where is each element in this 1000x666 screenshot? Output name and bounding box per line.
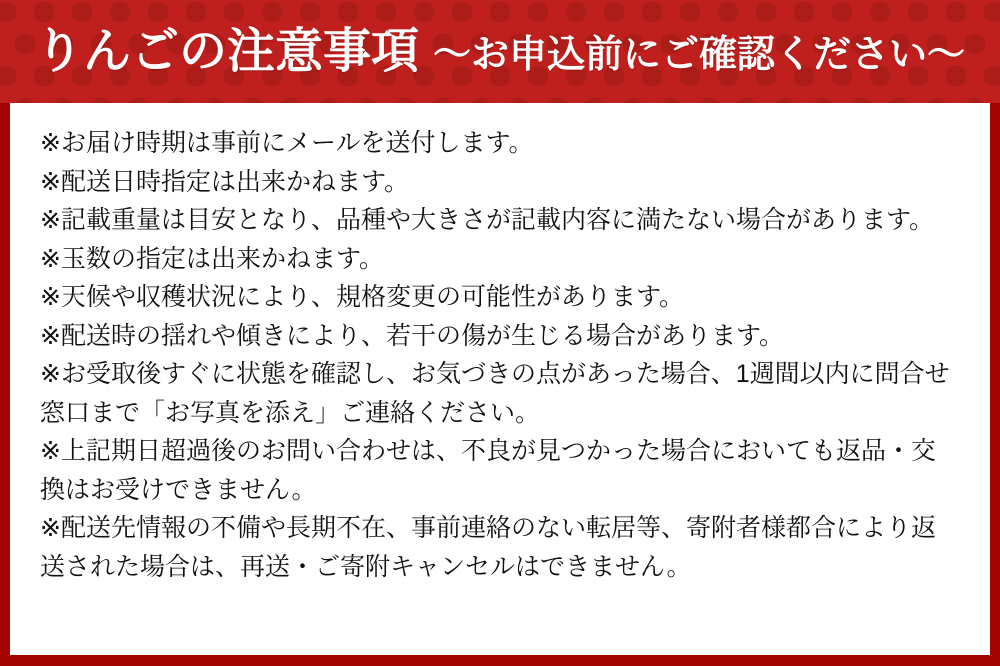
note-item-no-count-selection: ※玉数の指定は出来かねます。 — [40, 244, 384, 273]
notes-list — [10, 103, 990, 586]
notice-content-panel — [10, 103, 990, 655]
note-item-no-late-returns: ※上記期日超過後のお問い合わせは、不良が見つかった場合においても返品・交換はお受けできません。 — [40, 437, 936, 504]
note-item-weight-guideline: ※記載重量は目安となり、品種や大きさが記載内容に満たない場合があります。 — [40, 206, 934, 234]
notice-header-banner — [0, 0, 1000, 103]
note-item-transport-damage: ※配送時の揺れや傾きにより、若干の傷が生じる場合があります。 — [40, 321, 784, 350]
note-item-weather-change: ※天候や収穫状況により、規格変更の可能性があります。 — [40, 283, 684, 311]
note-item-address-error: ※配送先情報の不備や長期不在、事前連絡のない転居等、寄附者様都合により返送された場合は、再送・ご寄附キャンセルはできません。 — [40, 514, 936, 581]
note-item-check-on-receipt: ※お受取後すぐに状態を確認し、お気づきの点があった場合、1週間以内に問合せ窓口まで「お写真を添え」ご連絡ください。 — [40, 360, 950, 427]
notice-subtitle: 〜お申込前にご確認ください〜 — [433, 34, 966, 76]
note-item-delivery-mail: ※お届け時期は事前にメールを送付します。 — [40, 129, 534, 157]
note-item-no-date-selection: ※配送日時指定は出来かねます。 — [40, 167, 409, 196]
notice-title: りんごの注意事項 — [34, 25, 419, 78]
